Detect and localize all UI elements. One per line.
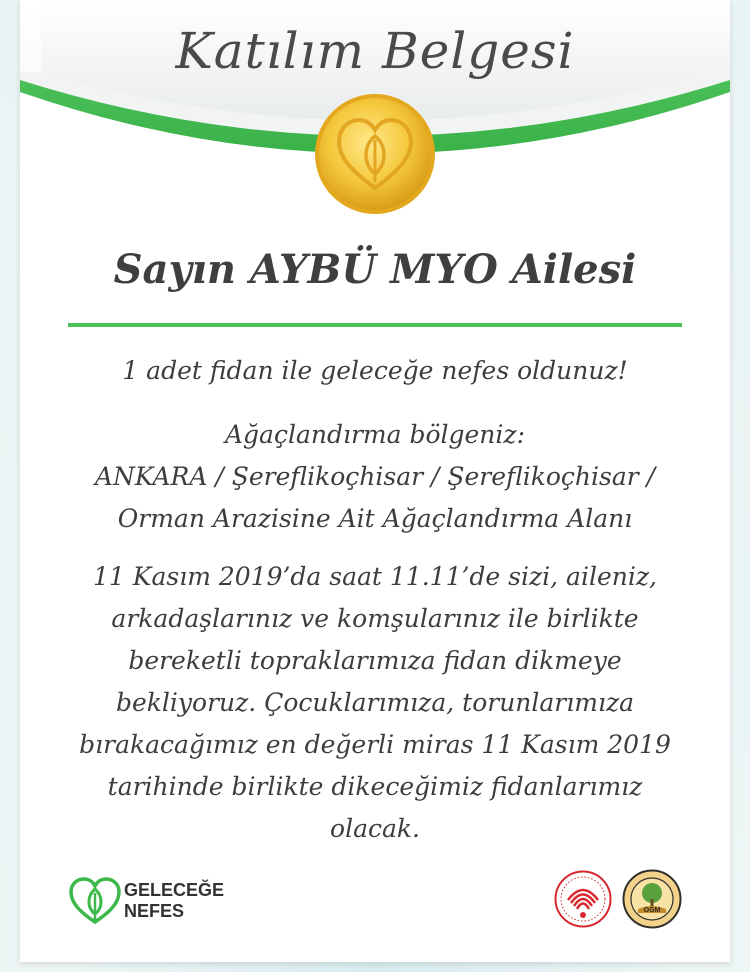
invite-line: bereketli topraklarımıza fidan dikmeye: [128, 646, 622, 675]
logo-line-1: GELECEĞE: [124, 880, 225, 900]
invitation-paragraph: [60, 556, 690, 850]
ogm-seal-icon: [622, 869, 682, 929]
logo-line-2: NEFES: [124, 901, 185, 921]
invite-line: olacak.: [330, 814, 420, 843]
invite-line: 11 Kasım 2019’da saat 11.11’de sizi, aileniz,: [93, 562, 657, 591]
ministry-seal-icon: [554, 870, 612, 928]
region-block: [60, 414, 690, 540]
invite-line: arkadaşlarınız ve komşularınız ile birlikte: [111, 604, 639, 633]
region-line-1: ANKARA / Şereflikoçhisar / Şereflikoçhisar /: [94, 462, 656, 491]
certificate-title: Katılım Belgesi: [175, 22, 575, 80]
region-line-2: Orman Arazisine Ait Ağaçlandırma Alanı: [117, 504, 633, 533]
green-divider: [68, 323, 682, 327]
gold-medal-icon: [313, 92, 437, 216]
invite-line: tarihinde birlikte dikeceğimiz fidanlarımız: [107, 772, 643, 801]
recipient-name: Sayın AYBÜ MYO Ailesi: [113, 246, 637, 293]
ogm-seal-label: OGM: [643, 907, 661, 914]
participation-message: 1 adet fidan ile geleceğe nefes oldunuz!: [122, 356, 628, 385]
invite-line: bekliyoruz. Çocuklarımıza, torunlarımıza: [115, 688, 635, 717]
invite-line: bırakacağımız en değerli miras 11 Kasım 2019: [79, 730, 671, 759]
gelecege-nefes-logo-text: [124, 880, 224, 922]
region-label: Ağaçlandırma bölgeniz:: [224, 420, 525, 449]
certificate-card: [20, 0, 730, 962]
